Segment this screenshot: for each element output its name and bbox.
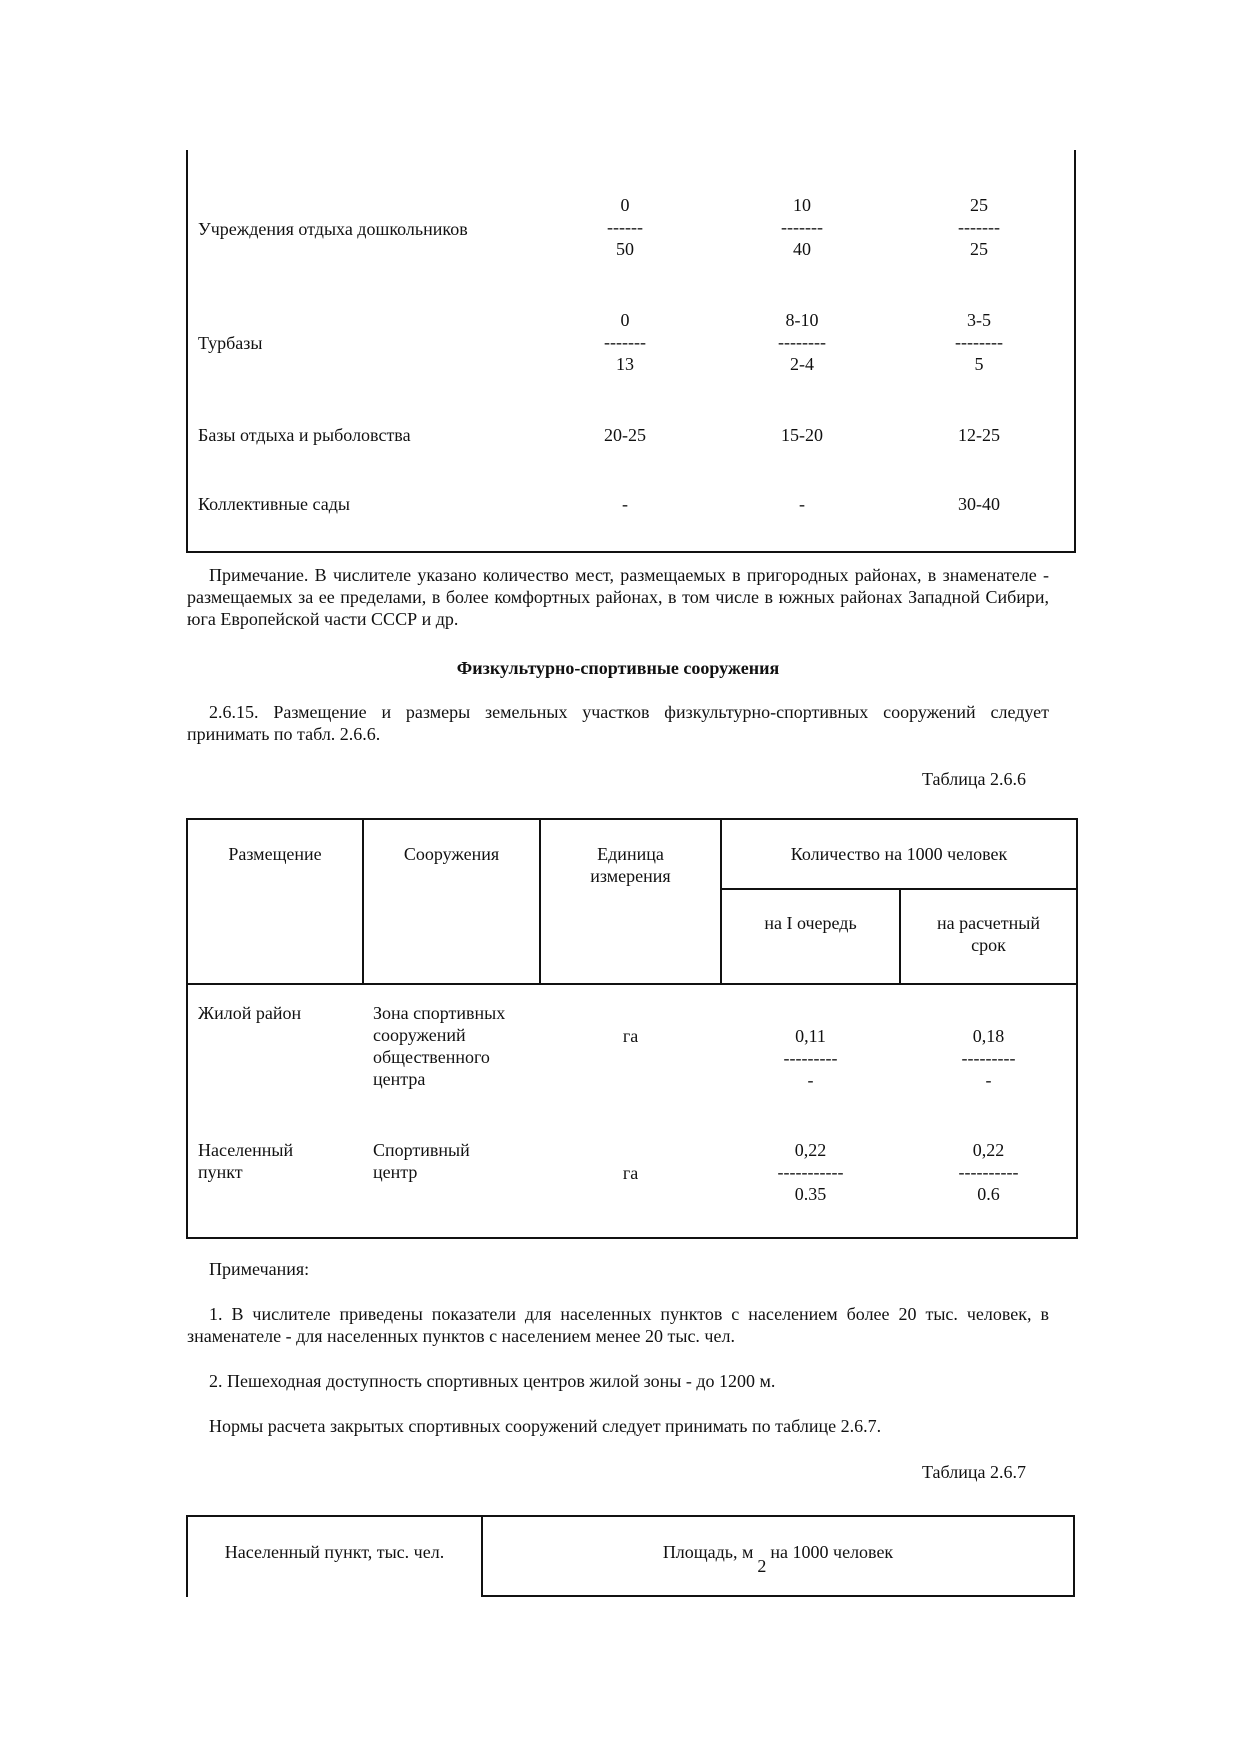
row-estimated-fraction: 0,18 --------- - — [961, 1026, 1016, 1090]
header-area: Площадь, м2на 1000 человек — [662, 1542, 894, 1576]
table-row-label: Турбазы — [198, 333, 263, 353]
table-cell-fraction: 0 ------- 13 — [604, 310, 646, 374]
table-cell: 15-20 — [781, 425, 823, 445]
border — [186, 1237, 1078, 1239]
border — [186, 818, 188, 1239]
table-row-label: Базы отдыха и рыболовства — [198, 425, 411, 445]
table-cell: 30-40 — [958, 494, 1000, 514]
table-cell-fraction: 10 ------- 40 — [781, 195, 823, 259]
section-title: Физкультурно-спортивные сооружения — [456, 658, 780, 678]
table1-left-border — [186, 150, 188, 552]
table-cell: 12-25 — [958, 425, 1000, 445]
table1-right-border — [1074, 150, 1076, 552]
border — [1076, 818, 1078, 1239]
table-row-label: Коллективные сады — [198, 494, 350, 514]
row-placement: Жилой район — [198, 1003, 302, 1023]
table-cell-fraction: 25 ------- 25 — [958, 195, 1000, 259]
clause-2-6-15: 2.6.15. Размещение и размеры земельных участков физкультурно-спортивных сооружений следует принимать по табл. 2.6.6. — [187, 702, 1049, 744]
note-paragraph: Примечание. В числителе указано количество мест, размещаемых в пригородных районах, в знаменателе - размещаемых за ее пределами, в более комфортных районах, в том числе в южных районах Западной Сибири, юга Европейской части СССР и др. — [187, 565, 1049, 629]
table1-bottom-border — [186, 551, 1076, 553]
row-placement: Населенный пункт — [198, 1140, 294, 1182]
row-estimated-fraction: 0,22 ---------- 0.6 — [958, 1140, 1019, 1204]
table-cell-fraction: 8-10 -------- 2-4 — [778, 310, 826, 374]
row-first-stage-fraction: 0,22 ----------- 0.35 — [777, 1140, 844, 1204]
header-quantity: Количество на 1000 человек — [790, 844, 1008, 864]
table-cell: 20-25 — [604, 425, 646, 445]
row-facility: Зона спортивных сооружений общественного центра — [373, 1003, 506, 1089]
norms-paragraph: Нормы расчета закрытых спортивных сооружений следует принимать по таблице 2.6.7. — [209, 1416, 882, 1436]
border — [481, 1595, 1075, 1597]
note-2: 2. Пешеходная доступность спортивных центров жилой зоны - до 1200 м. — [209, 1371, 776, 1391]
header-unit: Единица измерения — [590, 844, 671, 886]
header-first-stage: на I очередь — [764, 913, 857, 933]
border — [186, 818, 1078, 820]
table-cell: - — [622, 494, 628, 514]
header-placement: Размещение — [228, 844, 322, 864]
border — [1073, 1515, 1075, 1597]
row-unit: га — [622, 1163, 639, 1183]
table-cell-fraction: 0 ------ 50 — [607, 195, 643, 259]
row-first-stage-fraction: 0,11 --------- - — [783, 1026, 838, 1090]
header-facilities: Сооружения — [403, 844, 500, 864]
table-cell-fraction: 3-5 -------- 5 — [955, 310, 1003, 374]
header-settlement: Населенный пункт, тыс. чел. — [224, 1542, 445, 1562]
header-estimated: на расчетный срок — [936, 913, 1040, 955]
note-1: 1. В числителе приведены показатели для населенных пунктов с населением более 20 тыс. человек, в знаменателе - для населенных пунктов с населением менее 20 тыс. чел. — [187, 1304, 1049, 1346]
row-unit: га — [622, 1026, 639, 1046]
row-facility: Спортивный центр — [373, 1140, 470, 1182]
table-row-label: Учреждения отдыха дошкольников — [198, 219, 468, 239]
table-caption: Таблица 2.6.7 — [922, 1462, 1026, 1482]
table-cell: - — [799, 494, 805, 514]
border — [186, 1515, 1075, 1517]
border — [186, 983, 1078, 985]
table-caption: Таблица 2.6.6 — [922, 769, 1026, 789]
notes-title: Примечания: — [209, 1259, 310, 1279]
